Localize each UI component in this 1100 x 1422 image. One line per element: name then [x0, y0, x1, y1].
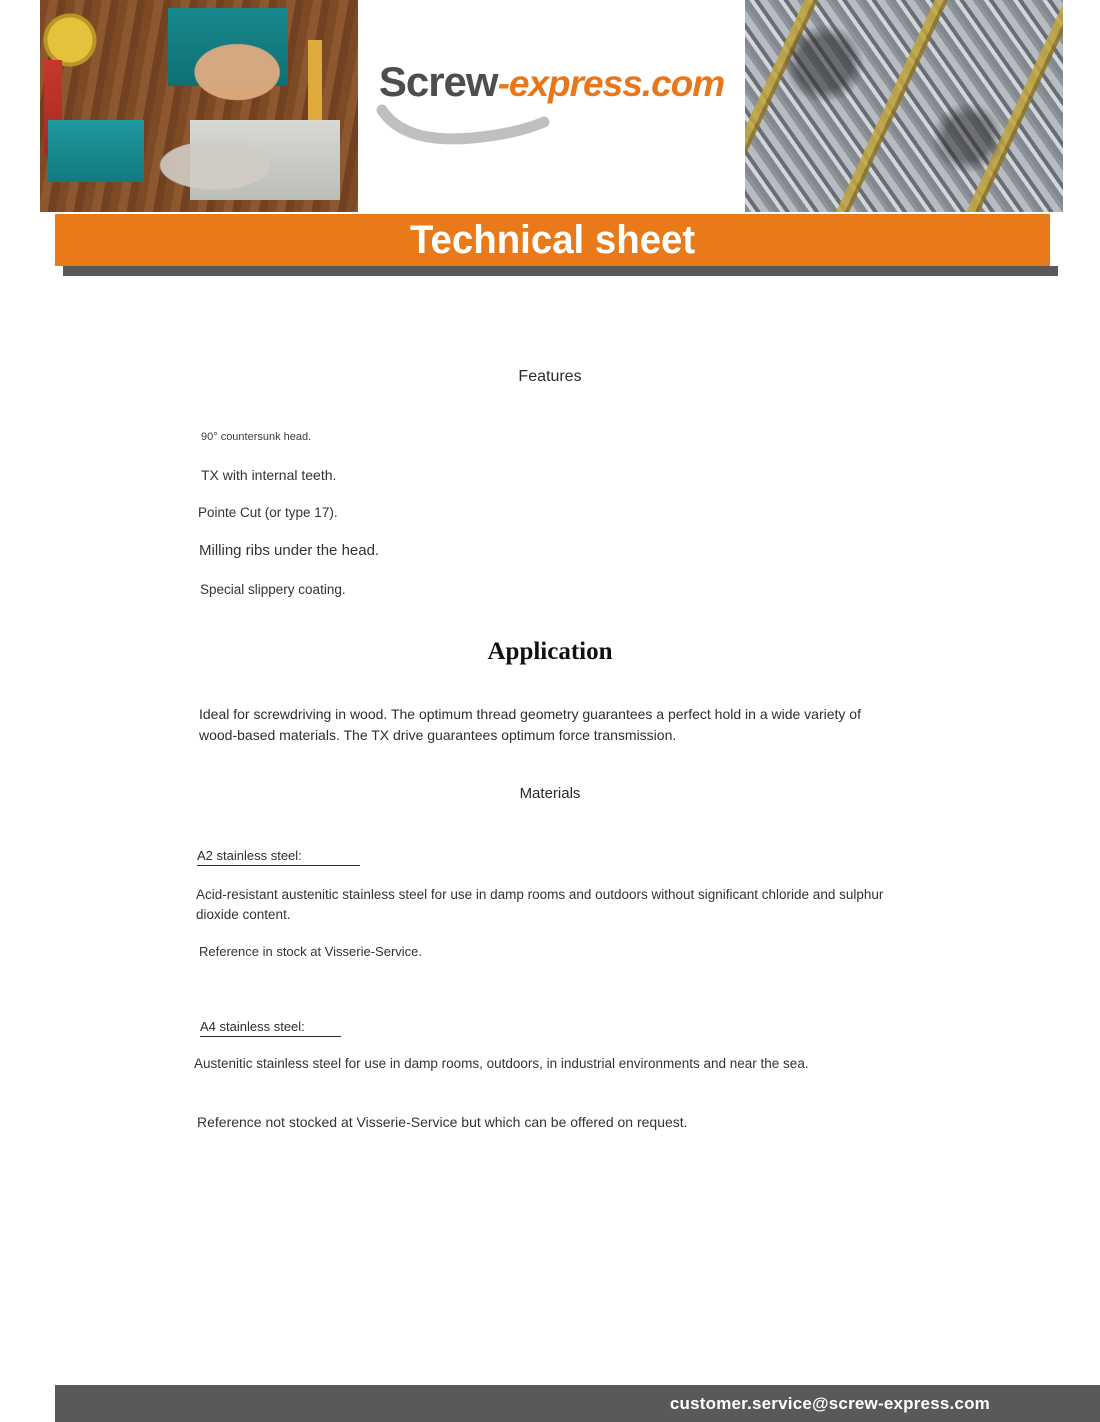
a2-steel-description: Acid-resistant austenitic stainless steel for use in damp rooms and outdoors without significant chloride and sulphur dioxide content.: [196, 887, 884, 922]
feature-item: 90° countersunk head.: [201, 431, 312, 443]
logo-swoosh-icon: [376, 104, 596, 150]
header: [0, 0, 1100, 212]
footer-email: customer.service@screw-express.com: [669, 1393, 990, 1413]
materials-section-title: Materials: [519, 785, 581, 802]
a2-steel-reference: Reference in stock at Visserie-Service.: [199, 944, 423, 959]
feature-item: TX with internal teeth.: [201, 467, 337, 483]
a2-steel-label: [197, 848, 360, 866]
brand-logo: [358, 58, 745, 158]
header-photo-screws: [745, 0, 1063, 212]
title-banner: [55, 214, 1050, 266]
a4-steel-reference: Reference not stocked at Visserie-Service but which can be offered on request.: [197, 1114, 688, 1130]
a4-steel-label-text: A4 stainless steel:: [200, 1019, 341, 1037]
logo-text-screw: Screw: [378, 58, 498, 105]
header-photo-workbench: [40, 0, 358, 212]
banner-shadow-strip: [63, 266, 1058, 276]
a4-steel-description: Austenitic stainless steel for use in damp rooms, outdoors, in industrial environments and near the sea.: [194, 1056, 809, 1071]
banner-title: Technical sheet: [409, 217, 696, 262]
features-section-title: Features: [518, 368, 582, 385]
a2-steel-label-text: A2 stainless steel:: [197, 848, 360, 866]
feature-item: Special slippery coating.: [200, 582, 346, 597]
feature-item: Pointe Cut (or type 17).: [198, 505, 338, 520]
application-text: Ideal for screwdriving in wood. The optimum thread geometry guarantees a perfect hold in a wide variety of wood-based materials. The TX drive guarantees optimum force transmission.: [199, 706, 861, 743]
a4-steel-label: [200, 1019, 341, 1037]
footer-bar: [55, 1385, 1100, 1422]
logo-text-express: -express.com: [497, 63, 725, 104]
application-section-title: Application: [487, 638, 613, 665]
feature-item: Milling ribs under the head.: [199, 542, 380, 559]
